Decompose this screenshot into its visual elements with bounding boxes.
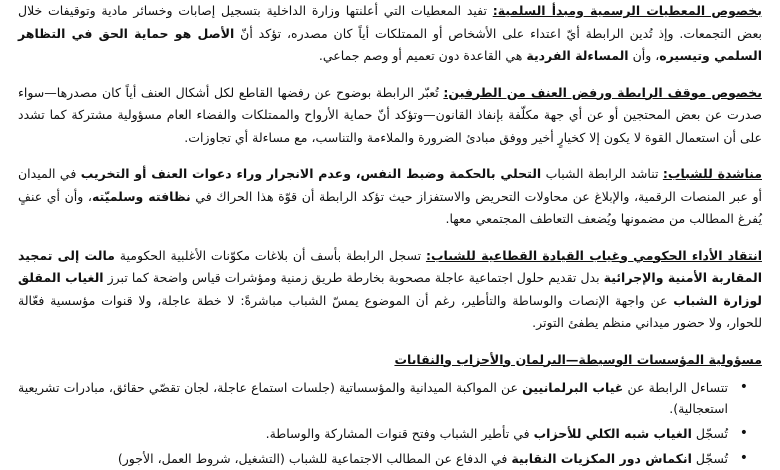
list-item-text: تُسجّل bbox=[691, 426, 728, 441]
paragraph-bold: التحلي بالحكمة وضبط النفس، وعدم الانجرار وراء دعوات العنف أو التخريب bbox=[80, 166, 542, 181]
list-item bbox=[18, 423, 748, 444]
list-item-bold: انكماش دور المكزيات النقابية bbox=[511, 451, 692, 466]
list-item bbox=[18, 448, 748, 469]
list-item-text: في تأطير الشباب وفتح قنوات المشاركة والوساطة. bbox=[265, 426, 534, 441]
bullet-list bbox=[18, 377, 762, 469]
list-item-text: تتساءل الرابطة عن bbox=[623, 380, 729, 395]
paragraph-youth-appeal bbox=[18, 163, 762, 231]
paragraph-text: بدل تقديم حلول اجتماعية عاجلة مصحوبة بخارطة طريق زمنية ومؤشرات قياس واضحة كما تبرز bbox=[103, 270, 604, 285]
list-item-bold: غياب البرلمانيين bbox=[522, 380, 624, 395]
paragraph-bold: نظافته وسلميّته bbox=[91, 188, 191, 204]
paragraph-bold: الغياب المقلق لوزارة الشباب bbox=[18, 270, 763, 308]
paragraph-official-data bbox=[18, 0, 762, 68]
section-heading: مسؤولية المؤسسات الوسيطة—البرلمان والأحزاب والنقابات bbox=[394, 351, 762, 367]
bullet-icon: • bbox=[739, 425, 748, 441]
paragraph-bold: الأصل هو حماية الحق في التظاهر السلمي وتيسيره bbox=[18, 25, 762, 63]
paragraph-lead: بخصوص موقف الرابطة ورفض العنف من الطرفين: bbox=[443, 84, 762, 100]
paragraph-text: هي القاعدة دون تعميم أو وصم جماعي. bbox=[318, 48, 527, 63]
paragraph-government-criticism bbox=[18, 245, 762, 335]
paragraph-text: عن واجهة الإنصات والوساطة والتأطير، رغم أن الموضوع يمسّ الشباب مباشرةً: لا خطة عاجلة، ولا قنوات مؤسسية فعّالة للحوار، ولا حضور ميداني منظم يطفئ التوتر. bbox=[18, 292, 762, 330]
paragraph-text: تناشد الرابطة الشباب bbox=[541, 166, 663, 181]
paragraph-text: ، وأن bbox=[628, 48, 660, 63]
paragraph-lead: مناشدة للشباب: bbox=[662, 166, 762, 181]
paragraph-text: تُعبّر الرابطة بوضوح عن رفضها القاطع لكل أشكال العنف أياً كان مصدرها—سواء صدرت عن بعض المحتجين أو عن أي جهة مكلّفة بإنفاذ القانون—وتؤكد أنّ حماية الأرواح والممتلكات والفضاء العام مسؤولية مشتركة كما تشدد على أن استعمال القوة لا يكون إلا كخيارٍ أخير ووفق مبادئ الضرورة والملاءمة والتناسب، مع مساءلة أي تجاوزات. bbox=[18, 84, 762, 145]
paragraph-lead: انتقاد الأداء الحكومي وغياب القيادة القطاعية للشباب: bbox=[425, 247, 762, 263]
list-item-text: تُسجّل bbox=[691, 451, 728, 466]
paragraph-lead: بخصوص المعطيات الرسمية ومبدأ السلمية: bbox=[492, 3, 762, 18]
paragraph-reject-violence bbox=[18, 82, 762, 150]
list-item bbox=[18, 377, 748, 419]
paragraph-text: تسجل الرابطة بأسف أن بلاغات مكوّنات الأغلبية الحكومية bbox=[114, 247, 426, 263]
paragraph-bold: المساءلة الفردية bbox=[526, 48, 629, 63]
paragraph-text: ، وأن أي عنفٍ يُفرغ المطالب من مضمونها ويُضعف التعاطف المجتمعي معها. bbox=[18, 188, 762, 226]
list-item-text: عن المواكبة الميدانية والمؤسساتية (جلسات استماع عاجلة، لجان تقصّي حقائق، مبادرات تشريعية استعجالية). bbox=[18, 380, 728, 416]
bullet-icon: • bbox=[739, 379, 748, 395]
list-item-bold: الغياب شبه الكلي للأحزاب bbox=[533, 426, 692, 441]
paragraph-bold: مالت إلى تمجيد المقاربة الأمنية والإجرائية bbox=[18, 247, 762, 285]
paragraph-text: تفيد المعطيات التي أعلنتها وزارة الداخلية بتسجيل إصابات وخسائر مادية وتوقيفات خلال بعض التجمعات. وإذ تُدين الرابطة أيّ اعتداء على الأشخاص أو الممتلكات أياً كان مصدره، تؤكد أنّ bbox=[18, 3, 762, 41]
bullet-icon: • bbox=[739, 450, 748, 466]
paragraph-text: في الميدان أو عبر المنصات الرقمية، والإبلاغ عن محاولات التحريض والاستفزاز حيث تؤكد الرابطة أن قوّة هذا الحراك في bbox=[18, 166, 762, 204]
list-item-text: في الدفاع عن المطالب الاجتماعية للشباب (التشغيل، شروط العمل، الأجور) bbox=[117, 451, 512, 466]
